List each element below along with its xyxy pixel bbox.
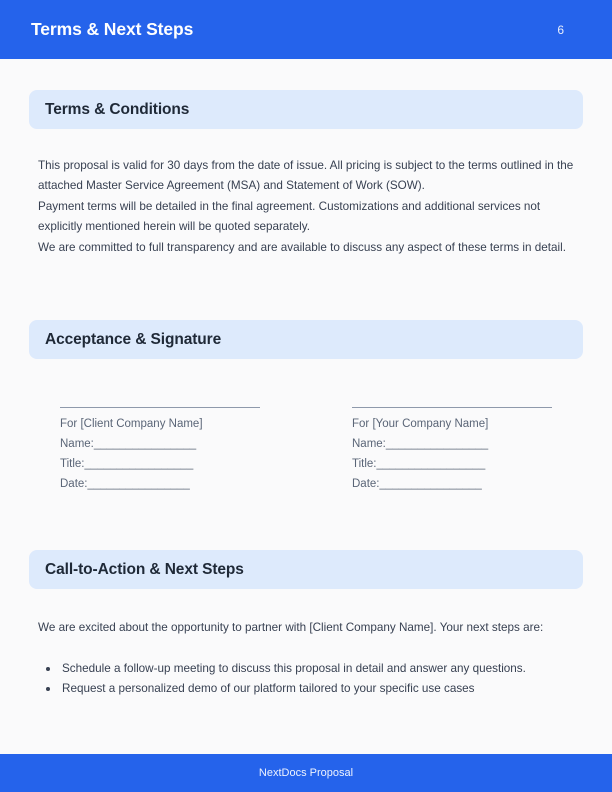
section-heading-label: Acceptance & Signature bbox=[45, 330, 222, 348]
signature-block-client bbox=[60, 407, 260, 494]
list-item bbox=[38, 659, 575, 679]
page-header bbox=[0, 0, 612, 59]
signature-for-label: For [Your Company Name] bbox=[352, 418, 489, 430]
section-header-call-to-action bbox=[29, 550, 583, 589]
paragraph: Payment terms will be detailed in the final agreement. Customizations and additional services not explicitly mentioned herein will be quoted separately. bbox=[38, 199, 541, 234]
section-header-acceptance-signature bbox=[29, 320, 583, 359]
section-heading-label: Terms & Conditions bbox=[45, 100, 190, 118]
signature-block-vendor bbox=[352, 407, 552, 494]
paragraph: We are committed to full transparency and are available to discuss any aspect of these terms in detail. bbox=[38, 240, 566, 254]
paragraph: We are excited about the opportunity to partner with [Client Company Name]. Your next steps are: bbox=[38, 621, 544, 634]
bullet-icon bbox=[46, 667, 50, 671]
signature-for-label: For [Client Company Name] bbox=[60, 418, 203, 430]
footer-label: NextDocs Proposal bbox=[258, 766, 354, 779]
next-steps-list bbox=[38, 659, 575, 700]
signature-name-field[interactable]: Name:________________ bbox=[60, 438, 197, 450]
section-header-terms-conditions bbox=[29, 90, 583, 129]
signature-name-field[interactable]: Name:________________ bbox=[352, 438, 489, 450]
section-heading-label: Call-to-Action & Next Steps bbox=[45, 560, 244, 578]
signature-title-field[interactable]: Title:_________________ bbox=[352, 458, 486, 470]
signature-date-field[interactable]: Date:________________ bbox=[60, 478, 190, 490]
page-content bbox=[0, 59, 612, 754]
signature-rule bbox=[352, 407, 552, 408]
page-title: Terms & Next Steps bbox=[31, 18, 194, 39]
signature-rule bbox=[60, 407, 260, 408]
bullet-icon bbox=[46, 687, 50, 691]
list-item bbox=[38, 679, 575, 699]
paragraph: This proposal is valid for 30 days from the date of issue. All pricing is subject to the terms outlined in the attached Master Service Agreement (MSA) and Statement of Work (SOW). bbox=[38, 159, 574, 193]
signature-date-field[interactable]: Date:________________ bbox=[352, 478, 482, 490]
page-footer bbox=[0, 754, 612, 792]
page-number: 6 bbox=[557, 22, 564, 37]
call-to-action-intro bbox=[38, 618, 575, 638]
terms-conditions-body bbox=[38, 156, 575, 258]
signature-title-field[interactable]: Title:_________________ bbox=[60, 458, 194, 470]
list-item-label: Schedule a follow-up meeting to discuss this proposal in detail and answer any questions. bbox=[62, 662, 526, 675]
list-item-label: Request a personalized demo of our platform tailored to your specific use cases bbox=[62, 682, 475, 696]
